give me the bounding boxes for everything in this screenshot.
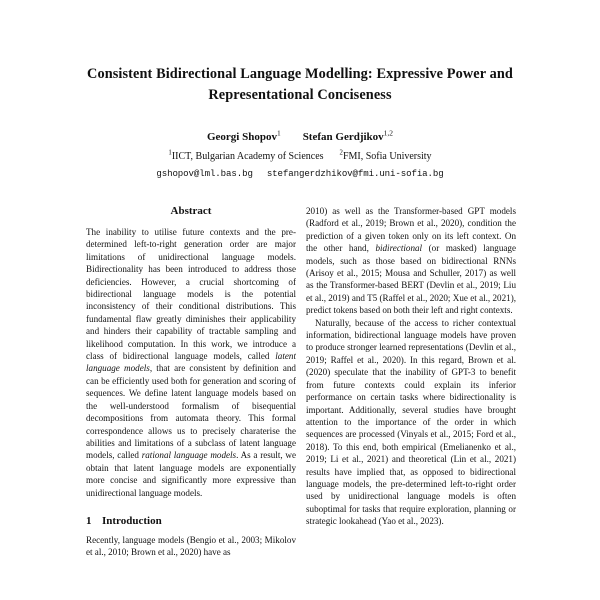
affiliation-1-marker: 1 bbox=[168, 149, 172, 157]
affiliation-2-text: FMI, Sofia University bbox=[342, 150, 432, 162]
left-column bbox=[86, 205, 296, 600]
email-author-2: stefangerdzhikov@fmi.uni-sofia.bg bbox=[266, 167, 444, 179]
author-names bbox=[62, 129, 538, 146]
affiliation-2-marker: 2 bbox=[339, 149, 343, 157]
author-2-affiliation-marker: 1,2 bbox=[383, 128, 394, 138]
author-1 bbox=[206, 128, 281, 144]
affiliation-1 bbox=[168, 151, 323, 162]
affiliation-2 bbox=[340, 151, 432, 162]
affiliations bbox=[62, 149, 538, 164]
abstract-paragraph bbox=[86, 226, 296, 499]
abstract-text-1: The inability to utilise future contexts and the pre-determined left-to-right generation order are major limitations of unidirectional language models. Bidirectionality has been introduced to address those deficiencies. However, a crucial shortcoming of bidirectional language models is the potential inconsistency of their conditional distributions. This fundamental flaw greatly diminishes their applicability and hinders their capability of tractable sampling and likelihood computation. In this work, we introduce a class of bidirectional language models, called bbox=[86, 227, 296, 362]
right-column bbox=[306, 205, 516, 600]
author-2 bbox=[302, 128, 394, 144]
title-line-1: Consistent Bidirectional Language Modelling: Expressive Power and bbox=[87, 66, 513, 82]
affiliation-1-text: IICT, Bulgarian Academy of Sciences bbox=[171, 150, 324, 162]
abstract-heading: Abstract bbox=[170, 205, 212, 217]
abstract-text-3: . As a result, we obtain that latent language models are exponentially more concise and significantly more expressive than unidirectional language models. bbox=[86, 450, 296, 498]
abstract-italic-latent-language-models: latent language models bbox=[86, 351, 296, 374]
right-text-1: 2010) as well as the Transformer-based GPT models (Radford et al., 2019; Brown et al., 2020), condition the prediction of a given token only on its left context. On the other hand, bbox=[306, 206, 516, 254]
author-2-name: Stefan Gerdjikov bbox=[302, 131, 384, 144]
section-title: Introduction bbox=[102, 514, 162, 527]
author-1-affiliation-marker: 1 bbox=[276, 128, 281, 138]
abstract-italic-rational-language-models: rational language models bbox=[141, 450, 237, 461]
right-italic-bidirectional: bidirectional bbox=[375, 243, 423, 254]
right-text-2: (or masked) language models, such as those based on bidirectional RNNs (Arisoy et al., 2015; Mousa and Schuller, 2017) as well as the Transformer-based BERT (Devlin et al., 2019; Liu et al., 2019) and T5 (Raffel et al., 2020; Xue et al., 2021), predict tokens based on both their left and right contexts. bbox=[306, 243, 516, 316]
title-line-2: Representational Conciseness bbox=[208, 86, 392, 103]
right-column-paragraph-1 bbox=[306, 205, 516, 317]
title-block bbox=[0, 0, 600, 181]
email-author-1: gshopov@lml.bas.bg bbox=[156, 167, 253, 179]
abstract-text-2: , that are consistent by definition and can be efficiently used both for generation and scoring of sequences. We define latent language models based on the well-understood formalism of bisequential decompositions from automata theory. This formal correspondence allows us to precisely charaterise the abilities and limitations of a subclass of latent language models, called bbox=[86, 363, 296, 461]
abstract-body bbox=[86, 226, 296, 499]
right-column-paragraph-2: Naturally, because of the access to richer contextual information, bidirectional language models have proven to produce stronger learned representations (Devlin et al., 2019; Raffel et al., 2020). In this regard, Brown et al. (2020) speculate that the inability of GPT-3 to benefit from future contexts could explain its inferior performance on certain tasks where bidirectionality is important. Additionally, several studies have brought attention to the importance of the order in which sequences are processed (Vinyals et al., 2015; Ford et al., 2018). To this end, both empirical (Emelianenko et al., 2019; Li et al., 2021) and theoretical (Lin et al., 2021) results have implied that, as opposed to bidirectional language models, the pre-determined left-to-right order used by unidirectional language models is often suboptimal for tasks that require exploration, planning or strategic lookahead (Yao et al., 2023). bbox=[306, 317, 516, 527]
section-number: 1 bbox=[86, 514, 92, 527]
author-emails bbox=[62, 167, 538, 181]
section-heading-introduction bbox=[86, 515, 296, 527]
author-1-name: Georgi Shopov bbox=[206, 131, 277, 144]
author-block bbox=[62, 129, 538, 180]
page-title bbox=[62, 64, 538, 105]
introduction-paragraph: Recently, language models (Bengio et al., 2003; Mikolov et al., 2010; Brown et al., 2020) have as bbox=[86, 534, 296, 558]
body-columns bbox=[0, 205, 600, 600]
